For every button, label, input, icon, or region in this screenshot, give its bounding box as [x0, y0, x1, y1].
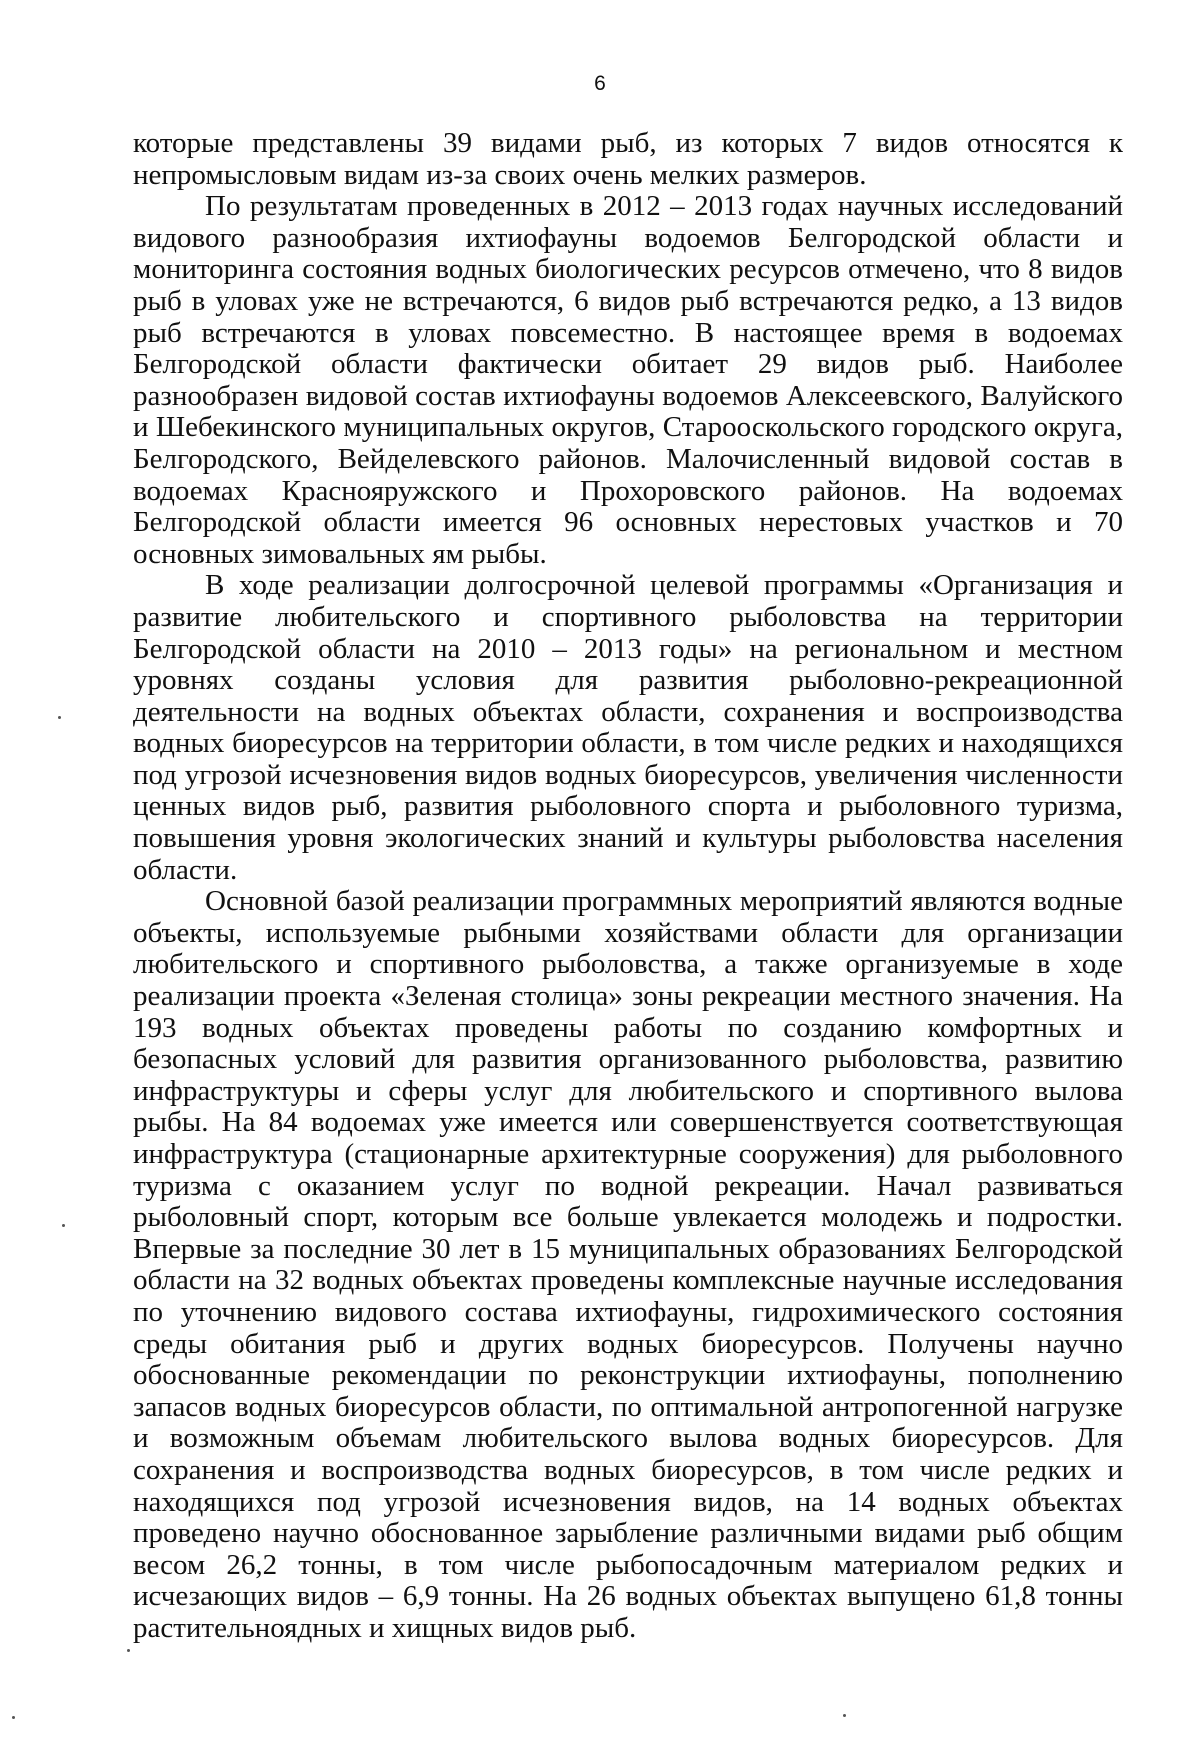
paragraph-program-activities: Основной базой реализации программных мероприятий являются водные объекты, используемые рыбными хозяйствами области для организации любительского и спортивного рыболовства, а также организуемые в ходе реализации проекта «Зеленая столица» зоны рекреации местного значения. На 193 водных объектах проведены работы по созданию комфортных и безопасных условий для развития организованного рыболовства, развитию инфраструктуры и сферы услуг для любительского и спортивного вылова рыбы. На 84 водоемах уже имеется или совершенствуется соответствующая инфраструктура (стационарные архитектурные сооружения) для рыболовного туризма с оказанием услуг по водной рекреации. Начал развиваться рыболовный спорт, которым все больше увлекается молодежь и подростки. Впервые за последние 30 лет в 15 муниципальных образованиях Белгородской области на 32 водных объектах проведены комплексные научные исследования по уточнению видового состава ихтиофауны, гидрохимического состояния среды обитания рыб и других водных биоресурсов. Получены научно обоснованные рекомендации по реконструкции ихтиофауны, пополнению запасов водных биоресурсов области, по оптимальной антропогенной нагрузке и возможным объемам любительского вылова водных биоресурсов. Для сохранения и воспроизводства водных биоресурсов, в том числе редких и находящихся под угрозой исчезновения видов, на 14 водных объектах проведено научно обоснованное зарыбление различными видами рыб общим весом 26,2 тонны, в том числе рыбопосадочным материалом редких и исчезающих видов – 6,9 тонны. На 26 водных объектах выпущено 61,8 тонны растительноядных и хищных видов рыб.: [133, 885, 1123, 1644]
scan-speck: [843, 1714, 846, 1717]
page-number: 6: [594, 72, 606, 95]
scan-speck: [58, 716, 61, 719]
paragraph-ichthyofauna-research: По результатам проведенных в 2012 – 2013 годах научных исследований видового разнообразия ихтиофауны водоемов Белгородской области и мониторинга состояния водных биологических ресурсов отмечено, что 8 видов рыб в уловах уже не встречаются, 6 видов рыб встречаются редко, а 13 видов рыб встречаются в уловах повсеместно. В настоящее время в водоемах Белгородской области фактически обитает 29 видов рыб. Наиболее разнообразен видовой состав ихтиофауны водоемов Алексеевского, Валуйского и Шебекинского муниципальных округов, Старооскольского городского округа, Белгородского, Вейделевского районов. Малочисленный видовой состав в водоемах Краснояружского и Прохоровского районов. На водоемах Белгородской области имеется 96 основных нерестовых участков и 70 основных зимовальных ям рыбы.: [133, 190, 1123, 570]
document-body: [133, 128, 1123, 1645]
paragraph-fishing-program: В ходе реализации долгосрочной целевой программы «Организация и развитие любительского и спортивного рыболовства на территории Белгородской области на 2010 – 2013 годы» на региональном и местном уровнях созданы условия для развития рыболовно-рекреационной деятельности на водных объектах области, сохранения и воспроизводства водных биоресурсов на территории области, в том числе редких и находящихся под угрозой исчезновения видов водных биоресурсов, увеличения численности ценных видов рыб, развития рыболовного спорта и рыболовного туризма, повышения уровня экологических знаний и культуры рыболовства населения области.: [133, 569, 1123, 886]
scan-speck: [12, 1716, 15, 1719]
scan-speck: [127, 1649, 130, 1652]
scan-speck: [62, 1224, 65, 1227]
paragraph-continued: которые представлены 39 видами рыб, из которых 7 видов относятся к непромысловым видам из-за своих очень мелких размеров.: [133, 127, 1123, 191]
